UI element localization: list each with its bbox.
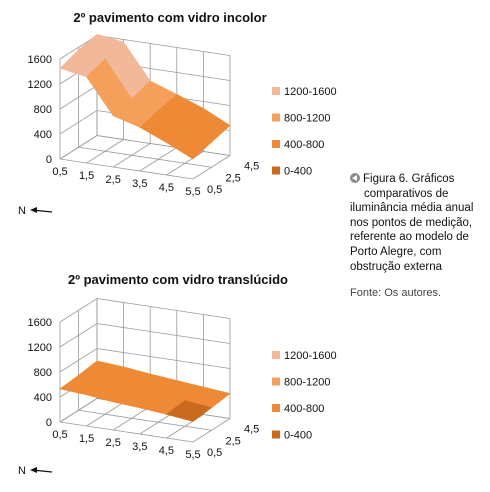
x-tick-label: 1,5: [78, 170, 95, 182]
x-tick-label: 5,5: [185, 449, 201, 461]
legend-label: 800-1200: [284, 376, 331, 389]
y-tick-label: 2,5: [225, 435, 241, 448]
gridline-z: [60, 349, 230, 373]
z-tick-label: 400: [33, 129, 52, 141]
legend-label: 1200-1600: [284, 86, 337, 98]
z-tick-label: 1200: [27, 342, 52, 354]
caption-line-2: comparativos de: [364, 187, 449, 200]
chart-title: 2º pavimento com vidro incolor: [73, 10, 267, 25]
z-tick-label: 800: [33, 367, 52, 379]
z-tick-label: 1600: [27, 317, 52, 329]
z-tick-label: 400: [33, 392, 52, 404]
caption-line-5: referente ao modelo de: [350, 231, 469, 244]
legend-swatch: [272, 351, 280, 359]
gridline-z: [60, 324, 230, 348]
x-tick-label: 4,5: [158, 445, 175, 457]
x-tick-label: 3,5: [132, 178, 148, 190]
z-tick-label: 1200: [27, 79, 52, 91]
north-label: N: [18, 465, 26, 477]
figure-caption: [350, 172, 485, 274]
legend-label: 1200-1600: [284, 350, 337, 362]
legend-label: 400-800: [284, 403, 325, 415]
caption-line-3: iluminância média anual: [350, 202, 474, 215]
z-tick-label: 800: [33, 104, 52, 116]
legend-label: 0-400: [284, 429, 313, 442]
legend-swatch: [272, 167, 280, 175]
chart-title: 2º pavimento com vidro translúcido: [67, 272, 289, 287]
caption-line-4: nos pontos de medição,: [350, 216, 473, 229]
north-arrow-head: [30, 207, 37, 213]
legend-label: 800-1200: [284, 112, 331, 125]
x-tick-label: 5,5: [185, 186, 201, 198]
north-label: N: [18, 205, 26, 217]
y-tick-label: 4,5: [244, 160, 260, 173]
legend-swatch: [272, 431, 280, 439]
legend-swatch: [272, 140, 280, 148]
caption-line-6: Porto Alegre, com: [350, 245, 442, 258]
y-tick-label: 2,5: [225, 172, 241, 185]
z-tick-label: 0: [45, 154, 52, 166]
x-tick-label: 0,5: [52, 429, 68, 441]
legend-label: 0-400: [284, 165, 313, 178]
x-tick-label: 4,5: [158, 182, 175, 194]
gridline-z: [60, 299, 230, 323]
z-tick-label: 1600: [27, 54, 52, 66]
x-tick-label: 2,5: [105, 174, 121, 186]
legend-label: 400-800: [284, 139, 325, 151]
figure-source: Fonte: Os autores.: [350, 287, 442, 299]
z-tick-label: 0: [45, 417, 52, 429]
north-arrow-head: [30, 467, 37, 473]
legend-swatch: [272, 378, 280, 386]
x-tick-label: 2,5: [105, 437, 121, 449]
legend-swatch: [272, 114, 280, 122]
x-tick-label: 0,5: [52, 166, 68, 178]
caption-line-1: Figura 6. Gráficos: [350, 172, 485, 187]
caption-line-7: obstrução externa: [350, 260, 443, 273]
arrow-left-circle-icon: [350, 173, 360, 183]
y-tick-label: 4,5: [244, 423, 260, 436]
y-tick-label: 0,5: [207, 447, 223, 459]
legend-swatch: [272, 87, 280, 95]
y-tick-label: 0,5: [207, 184, 223, 196]
x-tick-label: 1,5: [78, 433, 95, 445]
legend-swatch: [272, 404, 280, 412]
x-tick-label: 3,5: [132, 441, 148, 453]
